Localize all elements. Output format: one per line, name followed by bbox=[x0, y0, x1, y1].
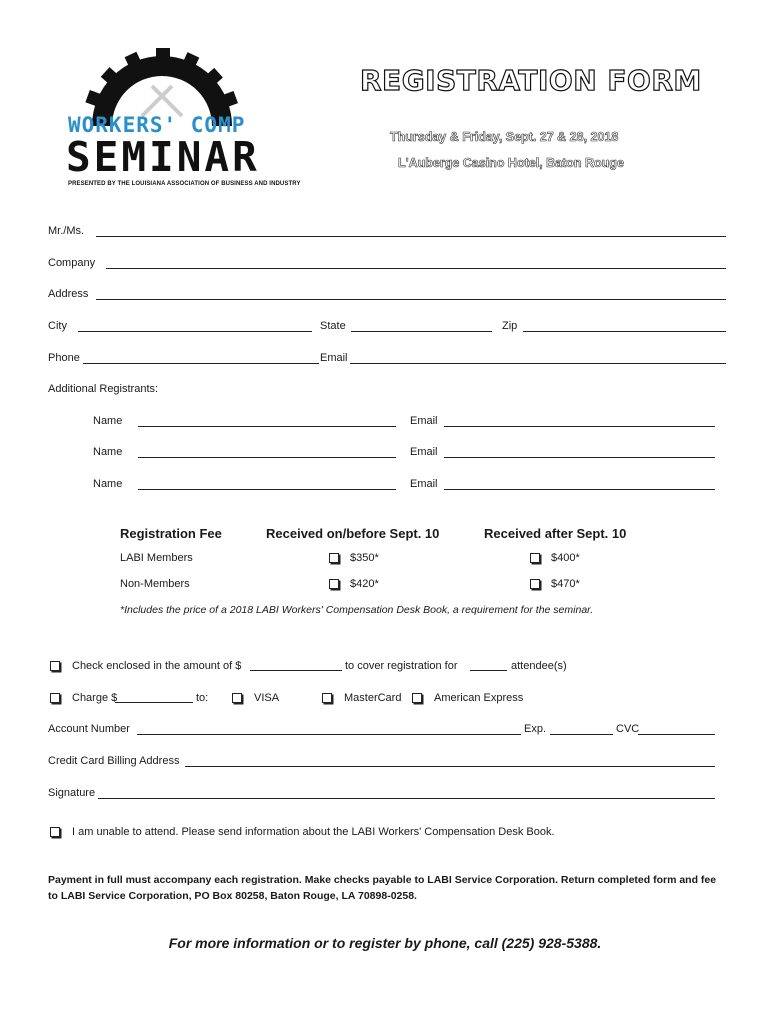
zip-field[interactable] bbox=[523, 331, 726, 332]
registrant-2-email-field[interactable] bbox=[444, 457, 715, 458]
members-late-checkbox[interactable] bbox=[530, 553, 540, 563]
page-title: REGISTRATION FORM bbox=[360, 64, 702, 97]
company-label: Company bbox=[48, 257, 96, 269]
registrant-1-email-field[interactable] bbox=[444, 426, 715, 427]
charge-label: Charge $ bbox=[72, 692, 118, 704]
fee-header-late: Received after Sept. 10 bbox=[484, 526, 627, 541]
visa-label: VISA bbox=[254, 692, 280, 704]
check-amount-field[interactable] bbox=[250, 670, 342, 671]
exp-label: Exp. bbox=[524, 723, 547, 735]
registrant-3-email-label: Email bbox=[410, 478, 438, 490]
nonmembers-late-price: $470* bbox=[551, 578, 580, 590]
unable-to-attend-label: I am unable to attend. Please send information about the LABI Workers' Compensation Desk Book. bbox=[72, 826, 555, 838]
zip-label: Zip bbox=[502, 320, 518, 332]
city-field[interactable] bbox=[78, 331, 312, 332]
fee-header-type: Registration Fee bbox=[120, 526, 222, 541]
account-number-field[interactable] bbox=[137, 734, 521, 735]
nonmembers-late-checkbox[interactable] bbox=[530, 579, 540, 589]
phone-label: Phone bbox=[48, 352, 80, 364]
email-label: Email bbox=[320, 352, 348, 364]
event-venue: L'Auberge Casino Hotel, Baton Rouge bbox=[398, 156, 624, 170]
members-early-checkbox[interactable] bbox=[329, 553, 339, 563]
registrant-3-name-field[interactable] bbox=[138, 489, 396, 490]
signature-label: Signature bbox=[48, 787, 96, 799]
address-label: Address bbox=[48, 288, 89, 300]
name-field[interactable] bbox=[96, 236, 726, 237]
registrant-2-name-label: Name bbox=[93, 446, 123, 458]
charge-checkbox[interactable] bbox=[50, 693, 60, 703]
billing-address-label: Credit Card Billing Address bbox=[48, 755, 180, 767]
registrant-3-email-field[interactable] bbox=[444, 489, 715, 490]
exp-field[interactable] bbox=[550, 734, 613, 735]
address-field[interactable] bbox=[96, 299, 726, 300]
event-date: Thursday & Friday, Sept. 27 & 28, 2018 bbox=[390, 130, 619, 144]
amex-label: American Express bbox=[434, 692, 524, 704]
state-label: State bbox=[320, 320, 346, 332]
account-number-label: Account Number bbox=[48, 723, 130, 735]
attendee-count-field[interactable] bbox=[470, 670, 507, 671]
members-early-price: $350* bbox=[350, 552, 379, 564]
registrant-1-name-label: Name bbox=[93, 415, 123, 427]
fee-header-early: Received on/before Sept. 10 bbox=[266, 526, 440, 541]
additional-registrants-label: Additional Registrants: bbox=[48, 383, 159, 395]
fee-note: *Includes the price of a 2018 LABI Workers' Compensation Desk Book, a requirement for the seminar. bbox=[120, 604, 594, 616]
registrant-2-email-label: Email bbox=[410, 446, 438, 458]
name-label: Mr./Ms. bbox=[48, 225, 85, 237]
check-text-b: to cover registration for bbox=[345, 660, 458, 672]
amex-checkbox[interactable] bbox=[412, 693, 422, 703]
logo-line1: WORKERS' COMP bbox=[68, 113, 246, 137]
check-enclosed-label: Check enclosed in the amount of $ bbox=[72, 660, 242, 672]
registrant-1-name-field[interactable] bbox=[138, 426, 396, 427]
logo-line2: SEMINAR bbox=[66, 133, 260, 181]
visa-checkbox[interactable] bbox=[232, 693, 242, 703]
fee-row-members-label: LABI Members bbox=[120, 552, 193, 564]
billing-address-field[interactable] bbox=[185, 766, 715, 767]
charge-amount-field[interactable] bbox=[115, 702, 193, 703]
nonmembers-early-checkbox[interactable] bbox=[329, 579, 339, 589]
registrant-3-name-label: Name bbox=[93, 478, 123, 490]
cvc-field[interactable] bbox=[638, 734, 715, 735]
city-label: City bbox=[48, 320, 67, 332]
email-field[interactable] bbox=[350, 363, 726, 364]
check-enclosed-checkbox[interactable] bbox=[50, 661, 60, 671]
signature-field[interactable] bbox=[98, 798, 715, 799]
mastercard-checkbox[interactable] bbox=[322, 693, 332, 703]
nonmembers-early-price: $420* bbox=[350, 578, 379, 590]
state-field[interactable] bbox=[351, 331, 492, 332]
cvc-label: CVC bbox=[616, 723, 640, 735]
payment-instructions: Payment in full must accompany each registration. Make checks payable to LABI Service Corporation. Return completed form and fee to LABI Service Corporation, PO Box 80258, Baton Rouge, LA 70898-0258. bbox=[48, 874, 717, 902]
logo-tagline: PRESENTED BY THE LOUISIANA ASSOCIATION OF BUSINESS AND INDUSTRY bbox=[68, 181, 301, 187]
check-text-c: attendee(s) bbox=[511, 660, 567, 672]
fee-row-nonmembers-label: Non-Members bbox=[120, 578, 190, 590]
contact-info: For more information or to register by phone, call (225) 928-5388. bbox=[168, 935, 602, 951]
mastercard-label: MasterCard bbox=[344, 692, 402, 704]
phone-field[interactable] bbox=[83, 363, 319, 364]
company-field[interactable] bbox=[106, 268, 726, 269]
registrant-1-email-label: Email bbox=[410, 415, 438, 427]
members-late-price: $400* bbox=[551, 552, 580, 564]
charge-to-label: to: bbox=[196, 692, 209, 704]
unable-to-attend-checkbox[interactable] bbox=[50, 827, 60, 837]
registrant-2-name-field[interactable] bbox=[138, 457, 396, 458]
